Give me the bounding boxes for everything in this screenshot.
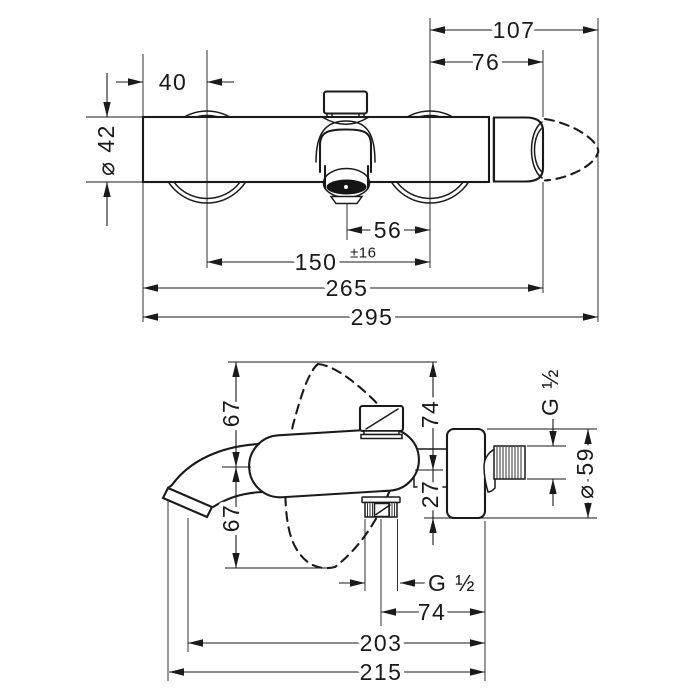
- spout-aerator: [331, 197, 362, 204]
- dim-handle-overall-label: 107: [492, 17, 536, 43]
- dim-spout-to-mount-label: 56: [373, 217, 403, 243]
- dim-spout-drop-label: 67: [218, 503, 244, 533]
- dim-outlet-thread-label: G ½: [428, 570, 476, 596]
- dim-outlet-reach-label: 203: [359, 630, 403, 656]
- side-view: [163, 362, 598, 685]
- handle: [494, 118, 598, 182]
- side-spout: [163, 444, 262, 517]
- dim-spout-reach-label: 215: [359, 659, 403, 685]
- side-diverter-knob: [360, 406, 403, 439]
- handle-grip-dashed-outline: [545, 119, 598, 181]
- dim-outlet-to-wall-label: 74: [417, 599, 447, 625]
- dim-inlet-thread-label: G ½: [537, 368, 563, 416]
- spout-nozzle: [163, 488, 212, 517]
- dim-body-diameter-label: ⌀ 42: [93, 124, 119, 176]
- front-view: [86, 17, 598, 330]
- dim-edge-to-mount-label: 40: [158, 69, 188, 95]
- shower-hose-connector: [362, 497, 400, 517]
- dim-mount-spacing-label: 150: [294, 249, 338, 275]
- dim-body-length-label: 265: [325, 275, 369, 301]
- dim-flange-diameter-label: ⌀ 59: [572, 447, 598, 499]
- dim-top-to-axis-label: 74: [417, 399, 443, 429]
- dim-handle-to-mount-label: 76: [471, 49, 501, 75]
- dim-axis-to-flange-bottom-label: 27: [417, 479, 443, 509]
- dim-overall-length-label: 295: [350, 304, 394, 330]
- dim-mount-spacing-tolerance-label: ±16: [350, 244, 377, 262]
- threaded-inlet: [494, 446, 525, 479]
- dim-spout-rise-label: 67: [218, 398, 244, 428]
- wall-flange: [447, 429, 485, 518]
